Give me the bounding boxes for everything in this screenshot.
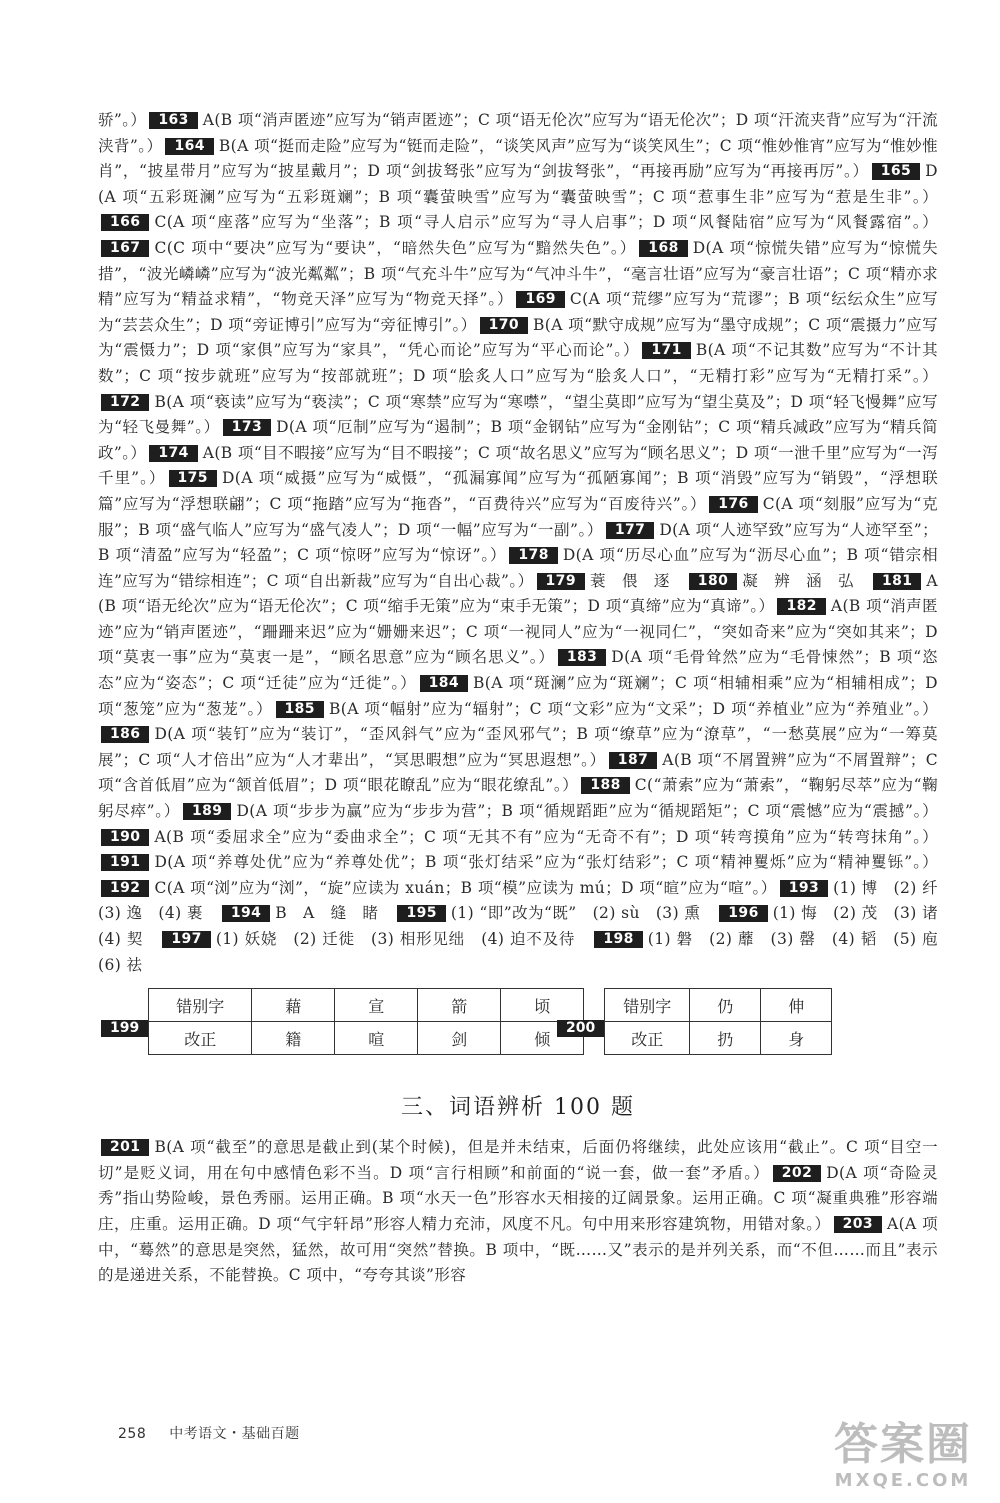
answer-text: B A 缝 睹 — [275, 904, 395, 923]
table-199-box — [98, 988, 584, 1055]
table-cell: 顷 — [501, 989, 584, 1022]
question-number-badge: 193 — [780, 880, 828, 897]
question-number-badge: 183 — [558, 649, 606, 666]
table-200-box — [554, 988, 832, 1055]
page-content — [98, 108, 954, 1289]
answer-text: D(A 项“惊慌失错”应写为“惊慌失措”，“波光嶙嶙”应写为“波光粼粼”；B 项“气充斗牛”应写为“气冲斗牛”，“毫言壮语”应写为“豪言壮语”；C 项“精亦求精”应写为“精益求精”，“物竞天泽”应写为“物竞天择”。） — [98, 238, 938, 309]
answers-paragraph-2 — [98, 1135, 938, 1289]
answer-text: A(B 项“语无纶次”应为“语无伦次”；C 项“缩手无策”应为“束手无策”；D 项“真缔”应为“真谛”。） — [98, 571, 939, 616]
question-number-badge: 184 — [420, 675, 468, 692]
answer-text: (1) 妖娆 (2) 迁徙 (3) 相形见绌 (4) 迫不及待 — [215, 930, 592, 948]
question-number-badge: 199 — [101, 1020, 148, 1037]
table-cell: 仍 — [690, 989, 761, 1022]
answer-text: 凝 辨 涵 弘 — [742, 571, 870, 590]
watermark-url: MXQE.COM — [834, 1470, 972, 1491]
answer-text: C(“萧索”应为“萧索”，“鞠躬尽萃”应为“鞠躬尽瘁”。） — [98, 776, 939, 821]
answer-text: C(A 项“刻服”应写为“克服”；B 项“盛气临人”应写为“盛气凌人”；D 项“一幅”应写为“一副”。） — [98, 494, 938, 539]
answer-text: B(A 项“幅射”应为“辐射”；C 项“文彩”应为“文采”；D 项“养植业”应为“养殖业”。） — [328, 699, 938, 718]
book-title: 中考语文・基础百题 — [169, 1426, 300, 1442]
table-cell: 喧 — [335, 1022, 418, 1055]
question-number-badge: 201 — [101, 1139, 149, 1156]
answer-text: D(A 项“厄制”应写为“遏制”；B 项“金钢钻”应写为“金刚钻”；C 项“精兵减政”应写为“精兵简政”。） — [98, 418, 938, 462]
answer-text: A(A 项中，“蓦然”的意思是突然，猛然，故可用“突然”替换。B 项中，“既……又”表示的是并列关系，而“不但……而且”表示的是递进关系，不能替换。C 项中，“夸夸其谈”形容 — [98, 1214, 938, 1285]
answer-text: A(B 项“不屑置辨”应为“不屑置辩”；C 项“含首低眉”应为“颔首低眉”；D 项“眼花瞭乱”应为“眼花缭乱”。） — [98, 750, 939, 795]
table-cell: 宣 — [335, 989, 418, 1022]
table-cell: 籍 — [252, 1022, 335, 1055]
answer-text: B(A 项“斑澜”应为“斑斓”；C 项“相辅相乘”应为“相辅相成”；D 项“葱笼”应为“葱茏”。） — [98, 674, 938, 718]
question-number-badge: 164 — [165, 138, 213, 155]
answer-text: D(A 项“装钉”应为“装订”，“歪风斜气”应为“歪风邪气”；B 项“缭草”应为“潦草”，“一愁莫展”应为“一筹莫展”；C 项“人才倍出”应为“人才辈出”，“冥思暇想”应为“冥思遐想”。） — [98, 725, 938, 769]
question-number-badge: 174 — [149, 445, 197, 462]
page-number: 258 — [118, 1426, 147, 1442]
answer-text: C(C 项中“要决”应写为“要诀”，“暗然失色”应写为“黯然失色”。） — [154, 238, 637, 257]
answer-text: D(A 项“养尊处优”应为“养尊处优”；B 项“张灯结采”应为“张灯结彩”；C 项“精神矍烁”应为“精神矍铄”。） — [154, 853, 938, 872]
question-number-badge: 202 — [773, 1165, 821, 1182]
section-title: 三、词语辨析 100 题 — [401, 1095, 635, 1121]
answer-text: B(A 项“挺而走险”应写为“铤而走险”，“谈笑风声”应写为“谈笑风生”；C 项“惟妙惟宵”应写为“惟妙惟肖”，“披星带月”应写为“披星戴月”；D 项“剑拔驽张”应写为“剑拔弩张”，“再接再励”应写为“再接再厉”。） — [98, 136, 938, 181]
question-number-badge: 175 — [169, 470, 217, 487]
question-number-badge: 190 — [101, 829, 149, 846]
answer-text: (1) 博 (2) 纤 (3) 逸 (4) 裹 — [98, 878, 954, 923]
answer-text: (1) 悔 (2) 茂 (3) 诸 (4) 契 — [98, 904, 954, 948]
question-number-badge: 192 — [101, 880, 149, 897]
question-number-badge: 182 — [777, 598, 825, 615]
question-number-badge: 173 — [223, 419, 271, 436]
watermark-logo — [834, 1420, 972, 1491]
table-cell: 改正 — [149, 1022, 252, 1055]
table-cell: 藉 — [252, 989, 335, 1022]
table-row — [605, 1022, 832, 1055]
question-number-badge: 196 — [719, 905, 767, 922]
question-number-badge: 181 — [873, 573, 921, 590]
answer-text: D(A 项“毛骨耸然”应为“毛骨悚然”；B 项“恣态”应为“姿态”；C 项“迁徒”应为“迁徙”。） — [98, 648, 938, 693]
question-number-badge: 197 — [162, 931, 210, 948]
answer-text: 骄”。） — [98, 111, 147, 129]
table-cell: 箭 — [418, 989, 501, 1022]
answer-tables — [98, 988, 938, 1078]
answer-text: C(A 项“浏”应为“浏”，“旋”应读为 xuán；B 项“模”应读为 mú；D 项“暄”应为“喧”。） — [154, 878, 777, 897]
answer-text: B(A 项“截至”的意思是截止到(某个时候)，但是并未结束，后面仍将继续，此处应该用“截止”。C 项“目空一切”是贬义词，用在句中感情色彩不当。D 项“言行相顾”和前面的“说一套，做一套”矛盾。） — [98, 1138, 938, 1182]
question-number-badge: 187 — [609, 752, 657, 769]
answer-text: B(A 项“亵读”应写为“亵渎”；C 项“寒禁”应写为“寒噤”，“望尘莫即”应写为“望尘莫及”；D 项“轻飞慢舞”应写为“轻飞曼舞”。） — [98, 392, 938, 437]
answer-text: D(A 项“历尽心血”应写为“沥尽心血”；B 项“错宗相连”应写为“错综相连”；C 项“自出新裁”应写为“自出心裁”。） — [98, 546, 938, 590]
question-number-badge: 200 — [557, 1020, 604, 1037]
question-number-badge: 168 — [639, 240, 687, 257]
answer-text: C(A 项“荒缪”应写为“荒谬”；B 项“纭纭众生”应写为“芸芸众生”；D 项“旁证博引”应写为“旁征博引”。） — [98, 290, 938, 334]
answers-paragraph-1 — [98, 108, 954, 978]
answer-text: A(B 项“委屈求全”应为“委曲求全”；C 项“无其不有”应为“无奇不有”；D 项“转弯摸角”应为“转弯抹角”。） — [154, 827, 938, 846]
table-cell: 错别字 — [605, 989, 690, 1022]
table-cell: 改正 — [605, 1022, 690, 1055]
table-row — [149, 1022, 584, 1055]
question-number-badge: 194 — [222, 905, 270, 922]
answer-text: D(A 项“人迹罕致”应写为“人迹罕至”；B 项“清盈”应写为“轻盈”；C 项“惊呀”应写为“惊讶”。） — [98, 520, 938, 565]
question-number-badge: 169 — [516, 291, 564, 308]
question-number-badge: 178 — [509, 547, 557, 564]
question-number-badge: 188 — [581, 777, 629, 794]
question-number-badge: 166 — [101, 214, 149, 231]
answer-text: D(A 项“威摄”应写为“威慑”，“孤漏寡闻”应写为“孤陋寡闻”；B 项“消毁”应写为“销毁”，“浮想联篇”应写为“浮想联翩”；C 项“拖踏”应写为“拖沓”，“百费待兴”应写为“百废待兴”。） — [98, 469, 938, 513]
table-cell: 错别字 — [149, 989, 252, 1022]
table-200 — [604, 988, 832, 1055]
question-number-badge: 185 — [276, 701, 324, 718]
question-number-badge: 170 — [480, 317, 528, 334]
table-header-row — [149, 989, 584, 1022]
table-cell: 身 — [761, 1022, 832, 1055]
question-number-badge: 171 — [642, 342, 690, 359]
question-number-badge: 195 — [397, 905, 445, 922]
answer-text: D(A 项“步步为赢”应为“步步为营”；B 项“循规蹈距”应为“循规蹈矩”；C 项“震憾”应为“震撼”。） — [236, 802, 939, 821]
question-number-badge: 172 — [101, 394, 149, 411]
answer-text: A(B 项“消声匿迹”应写为“销声匿迹”；C 项“语无伦次”应写为“语无伦次”；D 项“汗流夹背”应写为“汗流浃背”。） — [98, 111, 938, 155]
question-number-badge: 189 — [183, 803, 231, 820]
answer-text: B(A 项“不记其数”应写为“不计其数”；C 项“按步就班”应写为“按部就班”；D 项“脍炙人口”应写为“脍炙人口”，“无精打彩”应写为“无精打采”。） — [98, 341, 939, 385]
table-cell: 扔 — [690, 1022, 761, 1055]
question-number-badge: 191 — [101, 854, 149, 871]
question-number-badge: 163 — [149, 112, 197, 129]
answer-text: (1) 磐 (2) 蘼 (3) 罄 (4) 韬 (5) 庖 (6) 祛 — [98, 930, 954, 974]
table-cell: 倾 — [501, 1022, 584, 1055]
answer-text: B(A 项“默守成规”应写为“墨守成规”；C 项“震摄力”应写为“震慑力”；D 项“家俱”应写为“家具”，“凭心而论”应写为“平心而论”。） — [98, 315, 938, 360]
table-cell: 伸 — [761, 989, 832, 1022]
question-number-badge: 176 — [709, 496, 757, 513]
question-number-badge: 165 — [872, 163, 920, 180]
table-199 — [148, 988, 584, 1055]
answer-text: (1) “即”改为“既” (2) sù (3) 熏 — [450, 904, 717, 923]
question-number-badge: 179 — [537, 573, 585, 590]
table-header-row — [605, 989, 832, 1022]
question-number-badge: 177 — [606, 522, 654, 539]
answer-text: D(A 项“奇险灵秀”指山势险峻，景色秀丽。运用正确。B 项“水天一色”形容水天相接的辽阔景象。运用正确。C 项“凝重典雅”形容端庄，庄重。运用正确。D 项“气宇轩昂”形容人精力充沛，风度不凡。句中用来形容建筑物，用错对象。） — [98, 1163, 938, 1233]
watermark-text: 答案圈 — [834, 1419, 972, 1470]
question-number-badge: 186 — [101, 726, 149, 743]
answer-text: C(A 项“座落”应写为“坐落”；B 项“寻人启示”应写为“寻人启事”；D 项“风餐陆宿”应写为“风餐露宿”。） — [154, 213, 938, 232]
table-cell: 剑 — [418, 1022, 501, 1055]
question-number-badge: 203 — [834, 1216, 882, 1233]
page-footer — [118, 1423, 300, 1443]
question-number-badge: 198 — [594, 931, 642, 948]
question-number-badge: 180 — [689, 573, 737, 590]
answer-text: A(B 项“目不暇接”应写为“目不暇接”；C 项“故名思义”应写为“顾名思义”；D 项“一泄千里”应写为“一泻千里”。） — [98, 443, 938, 488]
answer-text: A(B 项“消声匿迹”应为“销声匿迹”，“跚跚来迟”应为“姗姗来迟”；C 项“一视同人”应为“一视同仁”，“突如奇来”应为“突如其来”；D 项“莫衷一事”应为“莫衷一是”，“顾名思意”应为“顾名思义”。） — [98, 597, 938, 667]
answer-text: D(A 项“五彩斑澜”应写为“五彩斑斓”；B 项“囊萤映雪”应写为“囊萤映雪”；C 项“惹事生非”应写为“惹是生非”。） — [98, 162, 938, 206]
question-number-badge: 167 — [101, 240, 149, 257]
answer-text: 蓑 偎 逐 — [589, 571, 686, 590]
